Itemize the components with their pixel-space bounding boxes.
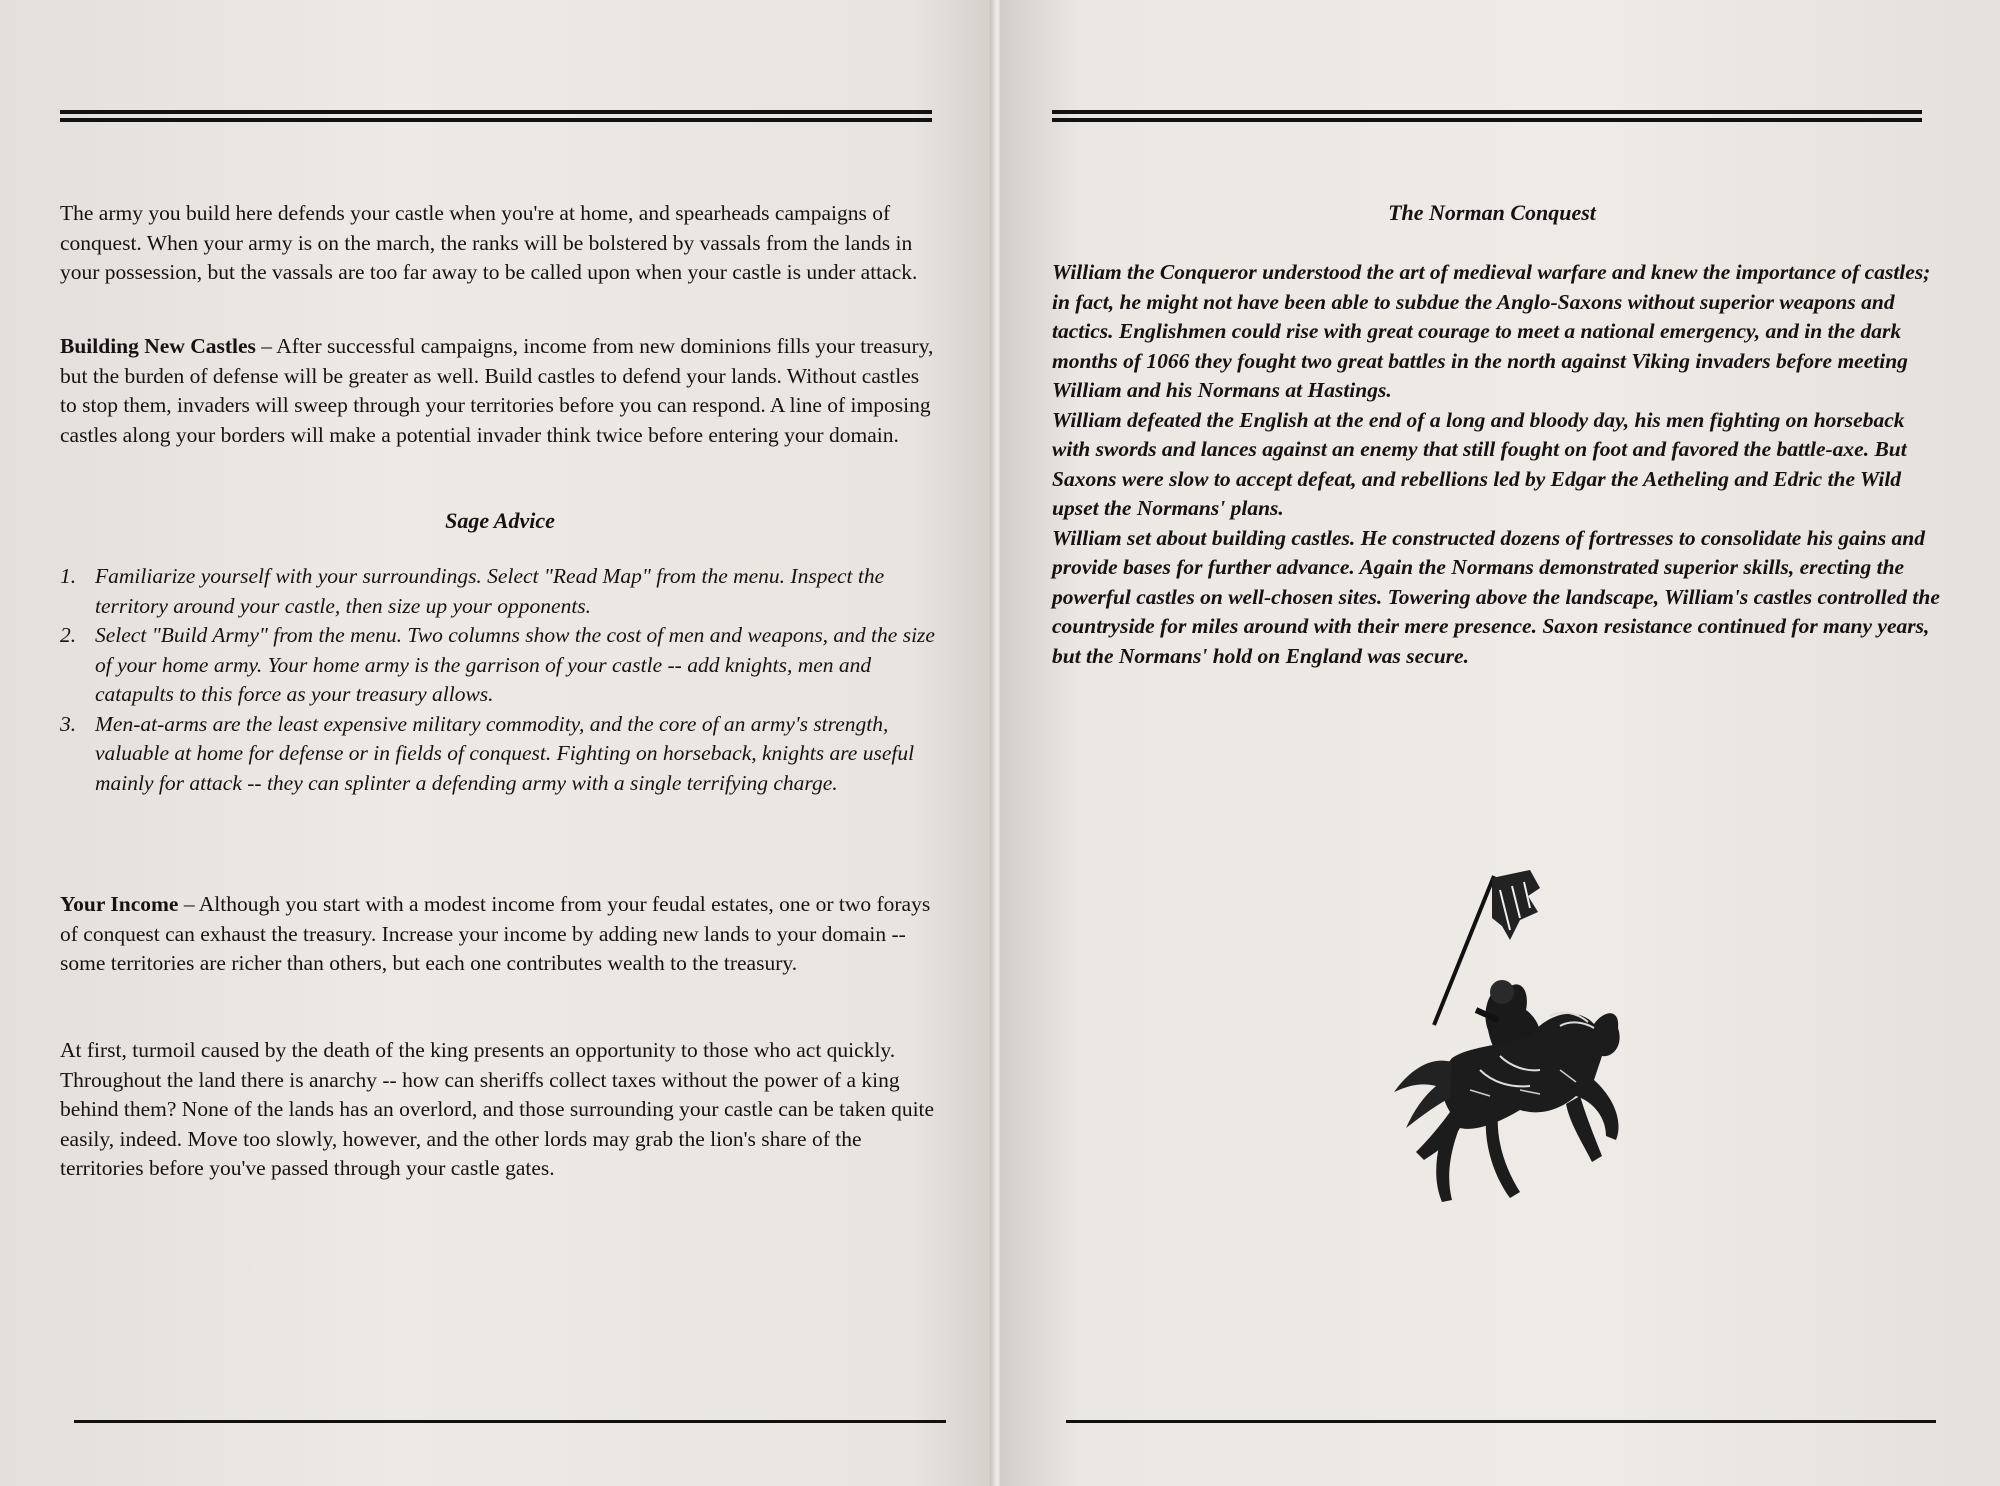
sage-advice-list <box>60 562 940 798</box>
knight-illustration <box>1380 860 1670 1220</box>
norman-paragraph-3: William set about building castles. He constructed dozens of fortresses to consolidate his gains and provide bases for further advance. Again the Normans demonstrated superior skills, erecting the powerful castles on well-chosen sites. Towering above the landscape, William's castles controlled the countryside for miles around with their mere presence. Saxon resistance continued for many years, but the Normans' hold on England was secure. <box>1052 525 1940 668</box>
top-rule-right <box>1052 110 1922 122</box>
income-section <box>60 890 940 979</box>
income-heading: Your Income <box>60 892 179 916</box>
norman-conquest-body <box>1052 258 1942 671</box>
list-number: 2. <box>60 623 77 647</box>
building-castles-body: After successful campaigns, income from new dominions fills your treasury, but the burden of defense will be greater as well. Build castles to defend your lands. Without castles to stop them, invaders will sweep through your territories before you can respond. A line of imposing castles along your borders will make a potential invader think twice before entering your domain. <box>60 334 934 447</box>
left-page <box>0 0 992 1486</box>
building-castles-dash: – <box>255 334 277 358</box>
list-item <box>60 621 940 710</box>
bottom-rule-left <box>74 1420 946 1423</box>
knight-on-horseback-icon <box>1380 860 1670 1220</box>
intro-text: The army you build here defends your castle when you're at home, and spearheads campaigns of conquest. When your army is on the march, the ranks will be bolstered by vassals from the lands in your possession, but the vassals are too far away to be called upon when your castle is under attack. <box>60 201 918 284</box>
right-page <box>1000 0 2000 1486</box>
norman-paragraph-1: William the Conqueror understood the art of medieval warfare and knew the importance of castles; in fact, he might not have been able to subdue the Anglo-Saxons without superior weapons and tactics. Englishmen could rise with great courage to meet a national emergency, and in the dark months of 1066 they fought two great battles in the north against Viking invaders before meeting William and his Normans at Hastings. <box>1052 260 1931 402</box>
list-text: Men-at-arms are the least expensive military commodity, and the core of an army's strength, valuable at home for defense or in fields of conquest. Fighting on horseback, knights are useful mainly for attack -- they can splinter a defending army with a single terrifying charge. <box>95 711 915 795</box>
building-castles-section <box>60 332 940 450</box>
sage-advice-heading: Sage Advice <box>445 508 555 533</box>
norman-paragraph-2: William defeated the English at the end of a long and bloody day, his men fighting on horseback with swords and lances against an enemy that still fought on foot and favored the battle-axe. But Saxons were slow to accept defeat, and rebellions led by Edgar the Aetheling and Edric the Wild upset the Normans' plans. <box>1052 407 1907 520</box>
intro-paragraph <box>60 199 940 288</box>
bottom-rule-right <box>1066 1420 1936 1423</box>
list-item <box>60 562 940 621</box>
norman-conquest-heading: The Norman Conquest <box>1388 200 1596 225</box>
income-body: Although you start with a modest income from your feudal estates, one or two forays of conquest can exhaust the treasury. Increase your income by adding new lands to your domain -- some territories are richer than others, but each one contributes wealth to the treasury. <box>60 892 931 975</box>
turmoil-paragraph <box>60 1036 940 1184</box>
list-item <box>60 710 940 799</box>
building-castles-heading: Building New Castles <box>60 334 256 358</box>
top-rule-left <box>60 110 932 122</box>
list-number: 3. <box>60 711 77 736</box>
list-text: Select "Build Army" from the menu. Two columns show the cost of men and weapons, and the size of your home army. Your home army is the garrison of your castle -- add knights, men and catapults to this force as your treasury allows. <box>95 623 935 706</box>
list-text: Familiarize yourself with your surroundings. Select "Read Map" from the menu. Inspect the territory around your castle, then size up your opponents. <box>95 564 885 618</box>
turmoil-text: At first, turmoil caused by the death of the king presents an opportunity to those who act quickly. Throughout the land there is anarchy -- how can sheriffs collect taxes without the power of a king behind them? None of the lands has an overlord, and those surrounding your castle can be taken quite easily, indeed. Move too slowly, however, and the other lords may grab the lion's share of the territories before you've passed through your castle gates. <box>60 1038 935 1180</box>
list-number: 1. <box>60 564 77 588</box>
income-dash: – <box>178 892 199 916</box>
